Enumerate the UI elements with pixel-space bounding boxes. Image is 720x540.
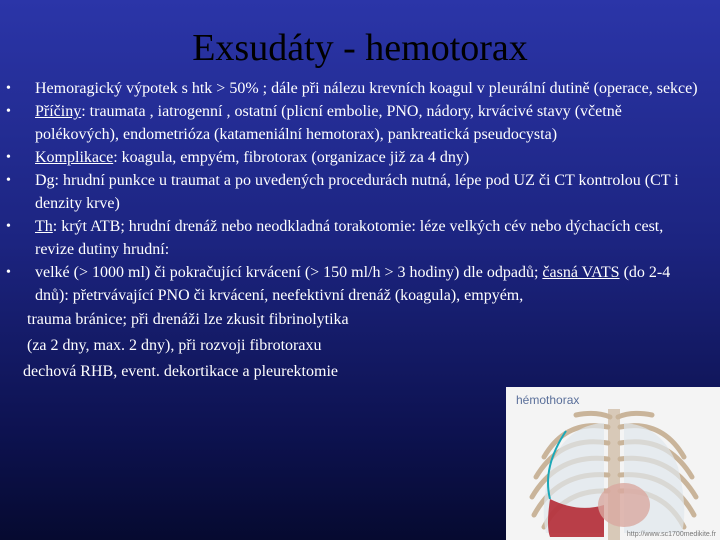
continuation-line: trauma bránice; při drenáži lze zkusit fibrinolytika bbox=[27, 311, 349, 328]
bullet-item bbox=[0, 261, 700, 307]
bullet-text: Dg: hrudní punkce u traumat a po uvedených procedurách nutná, lépe pod UZ či CT kontrolou (CT i denzity krve) bbox=[35, 172, 679, 212]
bullet-icon: • bbox=[6, 150, 11, 165]
bullet-item bbox=[0, 100, 700, 146]
continuation-line: dechová RHB, event. dekortikace a pleurektomie bbox=[23, 363, 338, 380]
slide-title: Exsudáty - hemotorax bbox=[192, 27, 528, 69]
bullet-lead: Příčiny bbox=[35, 103, 82, 120]
figure-credit: http://www.sc1700medikite.fr bbox=[626, 531, 716, 538]
bullet-icon: • bbox=[6, 81, 11, 96]
bullet-text: velké (> 1000 ml) či pokračující krvácení (> 150 ml/h > 3 hodiny) dle odpadů; bbox=[35, 264, 543, 281]
bullet-tail: (do 2-4 dnů): přetrvávající PNO či krvácení, neefektivní drenáž (koagula), empyém, bbox=[35, 264, 671, 304]
bullet-underlined: časná VATS bbox=[542, 264, 620, 281]
chest-xray-icon bbox=[506, 387, 720, 540]
bullet-lead: Komplikace bbox=[35, 149, 114, 166]
hemothorax-illustration bbox=[506, 387, 720, 540]
bullet-item bbox=[0, 215, 700, 261]
bullet-item bbox=[0, 169, 700, 215]
bullet-item bbox=[0, 146, 700, 169]
bullet-text: : traumata , iatrogenní , ostatní (plicní embolie, PNO, nádory, krvácivé stavy (včetně polékových), endometrióza (katameniální hemotorax), pankreatická pseudocysta) bbox=[35, 103, 622, 143]
slide-body bbox=[0, 77, 700, 385]
bullet-lead: Th bbox=[35, 218, 53, 235]
bullet-text: Hemoragický výpotek s htk > 50% ; dále při nálezu krevních koagul v pleurální dutině (operace, sekce) bbox=[35, 80, 698, 97]
bullet-icon: • bbox=[6, 265, 11, 280]
bullet-icon: • bbox=[6, 219, 11, 234]
bullet-icon: • bbox=[6, 173, 11, 188]
bullet-text: : krýt ATB; hrudní drenáž nebo neodkladná torakotomie: léze velkých cév nebo dýchacích cest, revize dutiny hrudní: bbox=[35, 218, 664, 258]
continuation-line: (za 2 dny, max. 2 dny), při rozvoji fibrotoraxu bbox=[27, 337, 322, 354]
bullet-icon: • bbox=[6, 104, 11, 119]
figure-label: hémothorax bbox=[516, 393, 580, 407]
bullet-item bbox=[0, 77, 700, 100]
bullet-text: : koagula, empyém, fibrotorax (organizace již za 4 dny) bbox=[113, 149, 470, 166]
